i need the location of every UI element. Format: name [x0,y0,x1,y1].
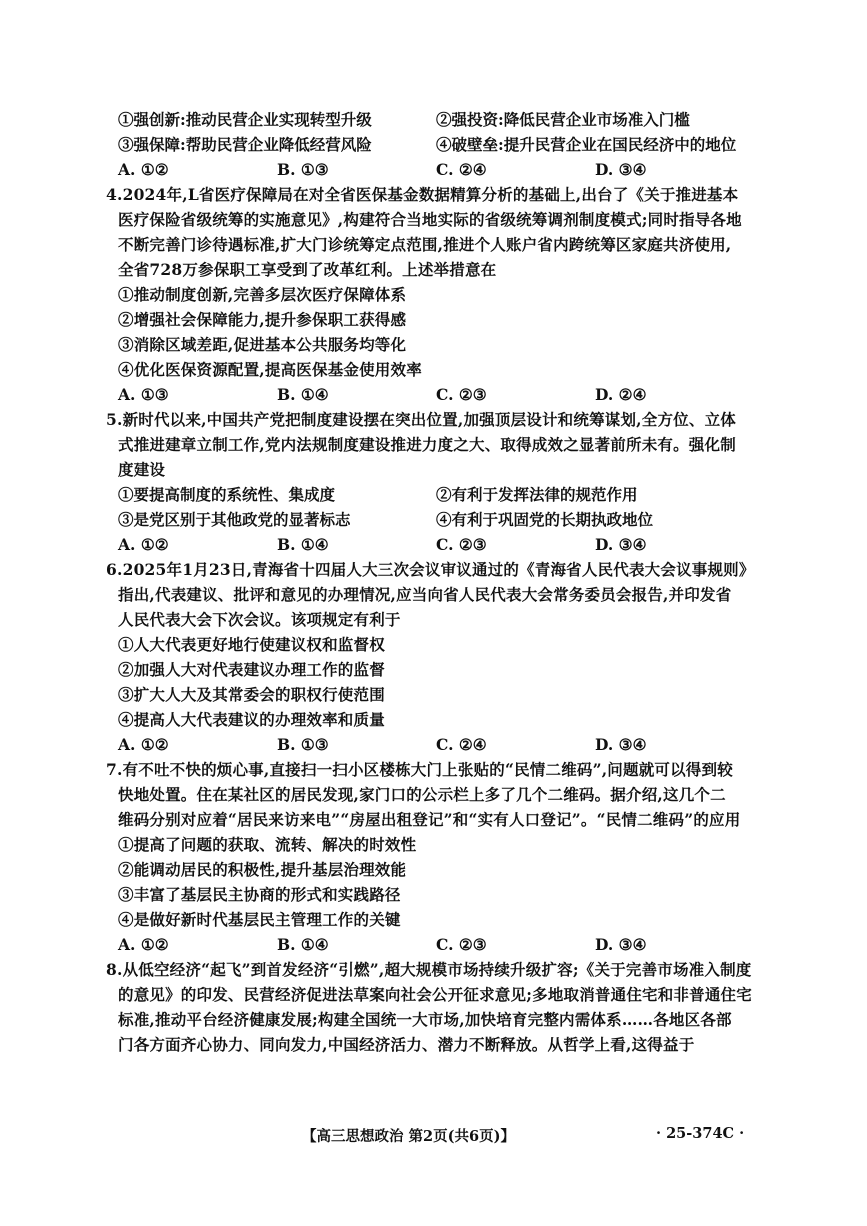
q3-option-1: ①强创新:推动民营企业实现转型升级 [118,110,372,129]
q3-option-4: ④破壁垒:提升民营企业在国民经济中的地位 [436,135,737,154]
q3-choice-d: D. ③④ [595,160,647,179]
page-footer-code: · 25-374C · [656,1125,745,1142]
q7-choice-a: A. ①② [118,935,169,954]
q7-stem-line: 7.有不吐不快的烦心事,直接扫一扫小区楼栋大门上张贴的“民情二维码”,问题就可以得到较 [106,760,733,779]
q4-choice-a: A. ①③ [118,385,169,404]
q8-stem-line: 标准,推动平台经济健康发展;构建全国统一大市场,加快培育完整内需体系……各地区各部 [118,1010,732,1029]
q4-choice-d: D. ②④ [595,385,647,404]
q5-stem-line: 式推进建章立制工作,党内法规制度建设推进力度之大、取得成效之显著前所未有。强化制 [118,435,736,454]
q4-option: ②增强社会保障能力,提升参保职工获得感 [118,310,407,329]
q4-choice-c: C. ②③ [436,385,487,404]
q3-choice-c: C. ②④ [436,160,487,179]
q5-stem-line: 度建设 [118,460,166,479]
q5-option-3: ③是党区别于其他政党的显著标志 [118,510,351,529]
q7-choice-b: B. ①④ [277,935,329,954]
q7-option: ①提高了问题的获取、流转、解决的时效性 [118,835,417,854]
q6-choice-b: B. ①③ [277,735,329,754]
q8-stem-line: 的意见》的印发、民营经济促进法草案向社会公开征求意见;多地取消普通住宅和非普通住宅 [118,985,752,1004]
q6-option: ④提高人大代表建议的办理效率和质量 [118,710,385,729]
page-footer-title: 【高三思想政治 第2页(共6页)】 [302,1128,515,1145]
q7-choice-c: C. ②③ [436,935,487,954]
q6-choice-c: C. ②④ [436,735,487,754]
q7-option: ②能调动居民的积极性,提升基层治理效能 [118,860,407,879]
q4-option: ④优化医保资源配置,提高医保基金使用效率 [118,360,422,379]
q3-option-2: ②强投资:降低民营企业市场准入门槛 [436,110,690,129]
q6-choice-a: A. ①② [118,735,169,754]
q5-stem-line: 5.新时代以来,中国共产党把制度建设摆在突出位置,加强顶层设计和统筹谋划,全方位、立体 [106,410,736,429]
q6-stem-line: 人民代表大会下次会议。该项规定有利于 [118,610,401,629]
q7-option: ④是做好新时代基层民主管理工作的关键 [118,910,401,929]
q6-option: ③扩大人大及其常委会的职权行使范围 [118,685,385,704]
q5-option-1: ①要提高制度的系统性、集成度 [118,485,336,504]
q6-option: ①人大代表更好地行使建议权和监督权 [118,635,385,654]
q4-choice-b: B. ①④ [277,385,329,404]
q6-choice-d: D. ③④ [595,735,647,754]
q6-stem-line: 6.2025年1月23日,青海省十四届人大三次会议审议通过的《青海省人民代表大会议事规则》 [106,560,755,579]
q8-stem-line: 门各方面齐心协力、同向发力,中国经济活力、潜力不断释放。从哲学上看,这得益于 [118,1035,695,1054]
q5-choice-d: D. ③④ [595,535,647,554]
q6-stem-line: 指出,代表建议、批评和意见的办理情况,应当向省人民代表大会常务委员会报告,并印发省 [118,585,732,604]
q5-option-2: ②有利于发挥法律的规范作用 [436,485,638,504]
q4-stem-line: 4.2024年,L省医疗保障局在对全省医保基金数据精算分析的基础上,出台了《关于推进基本 [106,185,739,204]
q3-choice-b: B. ①③ [277,160,329,179]
q4-option: ①推动制度创新,完善多层次医疗保障体系 [118,285,407,304]
q4-stem-line: 全省728万参保职工享受到了改革红利。上述举措意在 [118,260,497,279]
q7-choice-d: D. ③④ [595,935,647,954]
q8-stem-line: 8.从低空经济“起飞”到首发经济“引燃”,超大规模市场持续升级扩容;《关于完善市场准入制度 [106,960,752,979]
q6-option: ②加强人大对代表建议办理工作的监督 [118,660,385,679]
q5-choice-b: B. ①④ [277,535,329,554]
q4-option: ③消除区域差距,促进基本公共服务均等化 [118,335,407,354]
q5-option-4: ④有利于巩固党的长期执政地位 [436,510,654,529]
q7-stem-line: 维码分别对应着“居民来访来电”“房屋出租登记”和“实有人口登记”。“民情二维码”的应用 [118,810,741,829]
q7-stem-line: 快地处置。住在某社区的居民发现,家门口的公示栏上多了几个二维码。据介绍,这几个二 [118,785,726,804]
q4-stem-line: 医疗保险省级统筹的实施意见》,构建符合当地实际的省级统筹调剂制度模式;同时指导各地 [118,210,742,229]
q4-stem-line: 不断完善门诊待遇标准,扩大门诊统筹定点范围,推进个人账户省内跨统筹区家庭共济使用, [118,235,732,254]
q3-option-3: ③强保障:帮助民营企业降低经营风险 [118,135,372,154]
q5-choice-c: C. ②③ [436,535,487,554]
q3-choice-a: A. ①② [118,160,169,179]
q5-choice-a: A. ①② [118,535,169,554]
q7-option: ③丰富了基层民主协商的形式和实践路径 [118,885,401,904]
